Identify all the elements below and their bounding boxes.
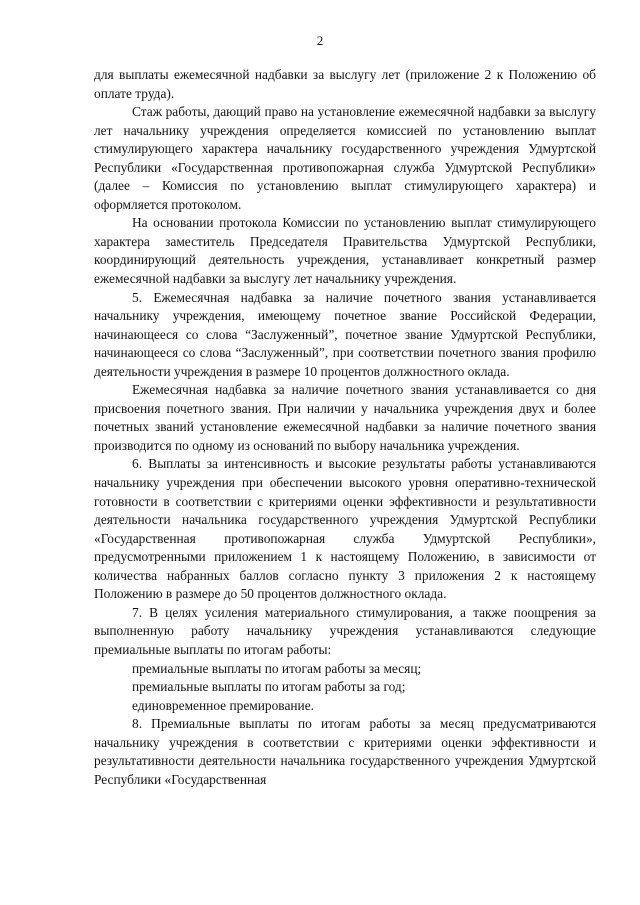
paragraph-item-5: 5. Ежемесячная надбавка за наличие почетного звания устанавливается начальнику учреждения, имеющему почетное звание Российской Федерации, начинающееся со слова “Заслуженный”, почетное звание Удмуртской Республики, начинающееся со слова “Заслуженный”, при соответствии почетного звания профилю деятельности учреждения в размере 10 процентов должностного оклада. bbox=[94, 289, 596, 379]
paragraph-honorary-title: Ежемесячная надбавка за наличие почетного звания устанавливается со дня присвоения почетного звания. При наличии у начальника учреждения двух и более почетных званий установление ежемесячной надбавки за наличие почетного звания производится по одному из оснований по выбору начальника учреждения. bbox=[94, 382, 596, 453]
paragraph-item-7: 7. В целях усиления материального стимулирования, а также поощрения за выполненную работу начальнику учреждения устанавливаются следующие премиальные выплаты по итогам работы: bbox=[94, 604, 596, 657]
paragraph-item-6: 6. Выплаты за интенсивность и высокие результаты работы устанавливаются начальнику учреждения при обеспечении высокого уровня оперативно-технической готовности в соответствии с критериями оценки эффективности и результативности деятельности начальника государственного учреждения Удмуртской Республики «Государственная противопожарная служба Удмуртской Республики», предусмотренными приложением 1 к настоящему Положению, в зависимости от количества набранных баллов согласно пункту 3 приложения 2 к настоящему Положению в размере до 50 процентов должностного оклада. bbox=[94, 456, 596, 602]
list-item-monthly-bonus: премиальные выплаты по итогам работы за месяц; bbox=[132, 660, 422, 676]
paragraph-continuation: для выплаты ежемесячной надбавки за выслугу лет (приложение 2 к Положению об оплате труда). bbox=[94, 67, 596, 101]
list-item-yearly-bonus: премиальные выплаты по итогам работы за год; bbox=[132, 679, 406, 695]
list-item-one-time-bonus: единовременное премирование. bbox=[132, 697, 315, 713]
document-body bbox=[94, 66, 596, 789]
paragraph-seniority-commission: Стаж работы, дающий право на установление ежемесячной надбавки за выслугу лет начальнику учреждения определяется комиссией по установлению выплат стимулирующего характера начальнику государственного учреждения Удмуртской Республики «Государственная противопожарная служба Удмуртской Республики» (далее – Комиссия по установлению выплат стимулирующего характера) и оформляется протоколом. bbox=[94, 104, 596, 212]
paragraph-protocol-basis: На основании протокола Комиссии по установлению выплат стимулирующего характера заместитель Председателя Правительства Удмуртской Республики, координирующий деятельность учреждения, устанавливает конкретный размер ежемесячной надбавки за выслугу лет начальнику учреждения. bbox=[94, 215, 596, 287]
paragraph-item-8: 8. Премиальные выплаты по итогам работы за месяц предусматриваются начальнику учреждения в соответствии с критериями оценки эффективности и результативности деятельности начальника государственного учреждения Удмуртской Республики «Государственная bbox=[94, 716, 596, 787]
page-number: 2 bbox=[316, 33, 324, 48]
